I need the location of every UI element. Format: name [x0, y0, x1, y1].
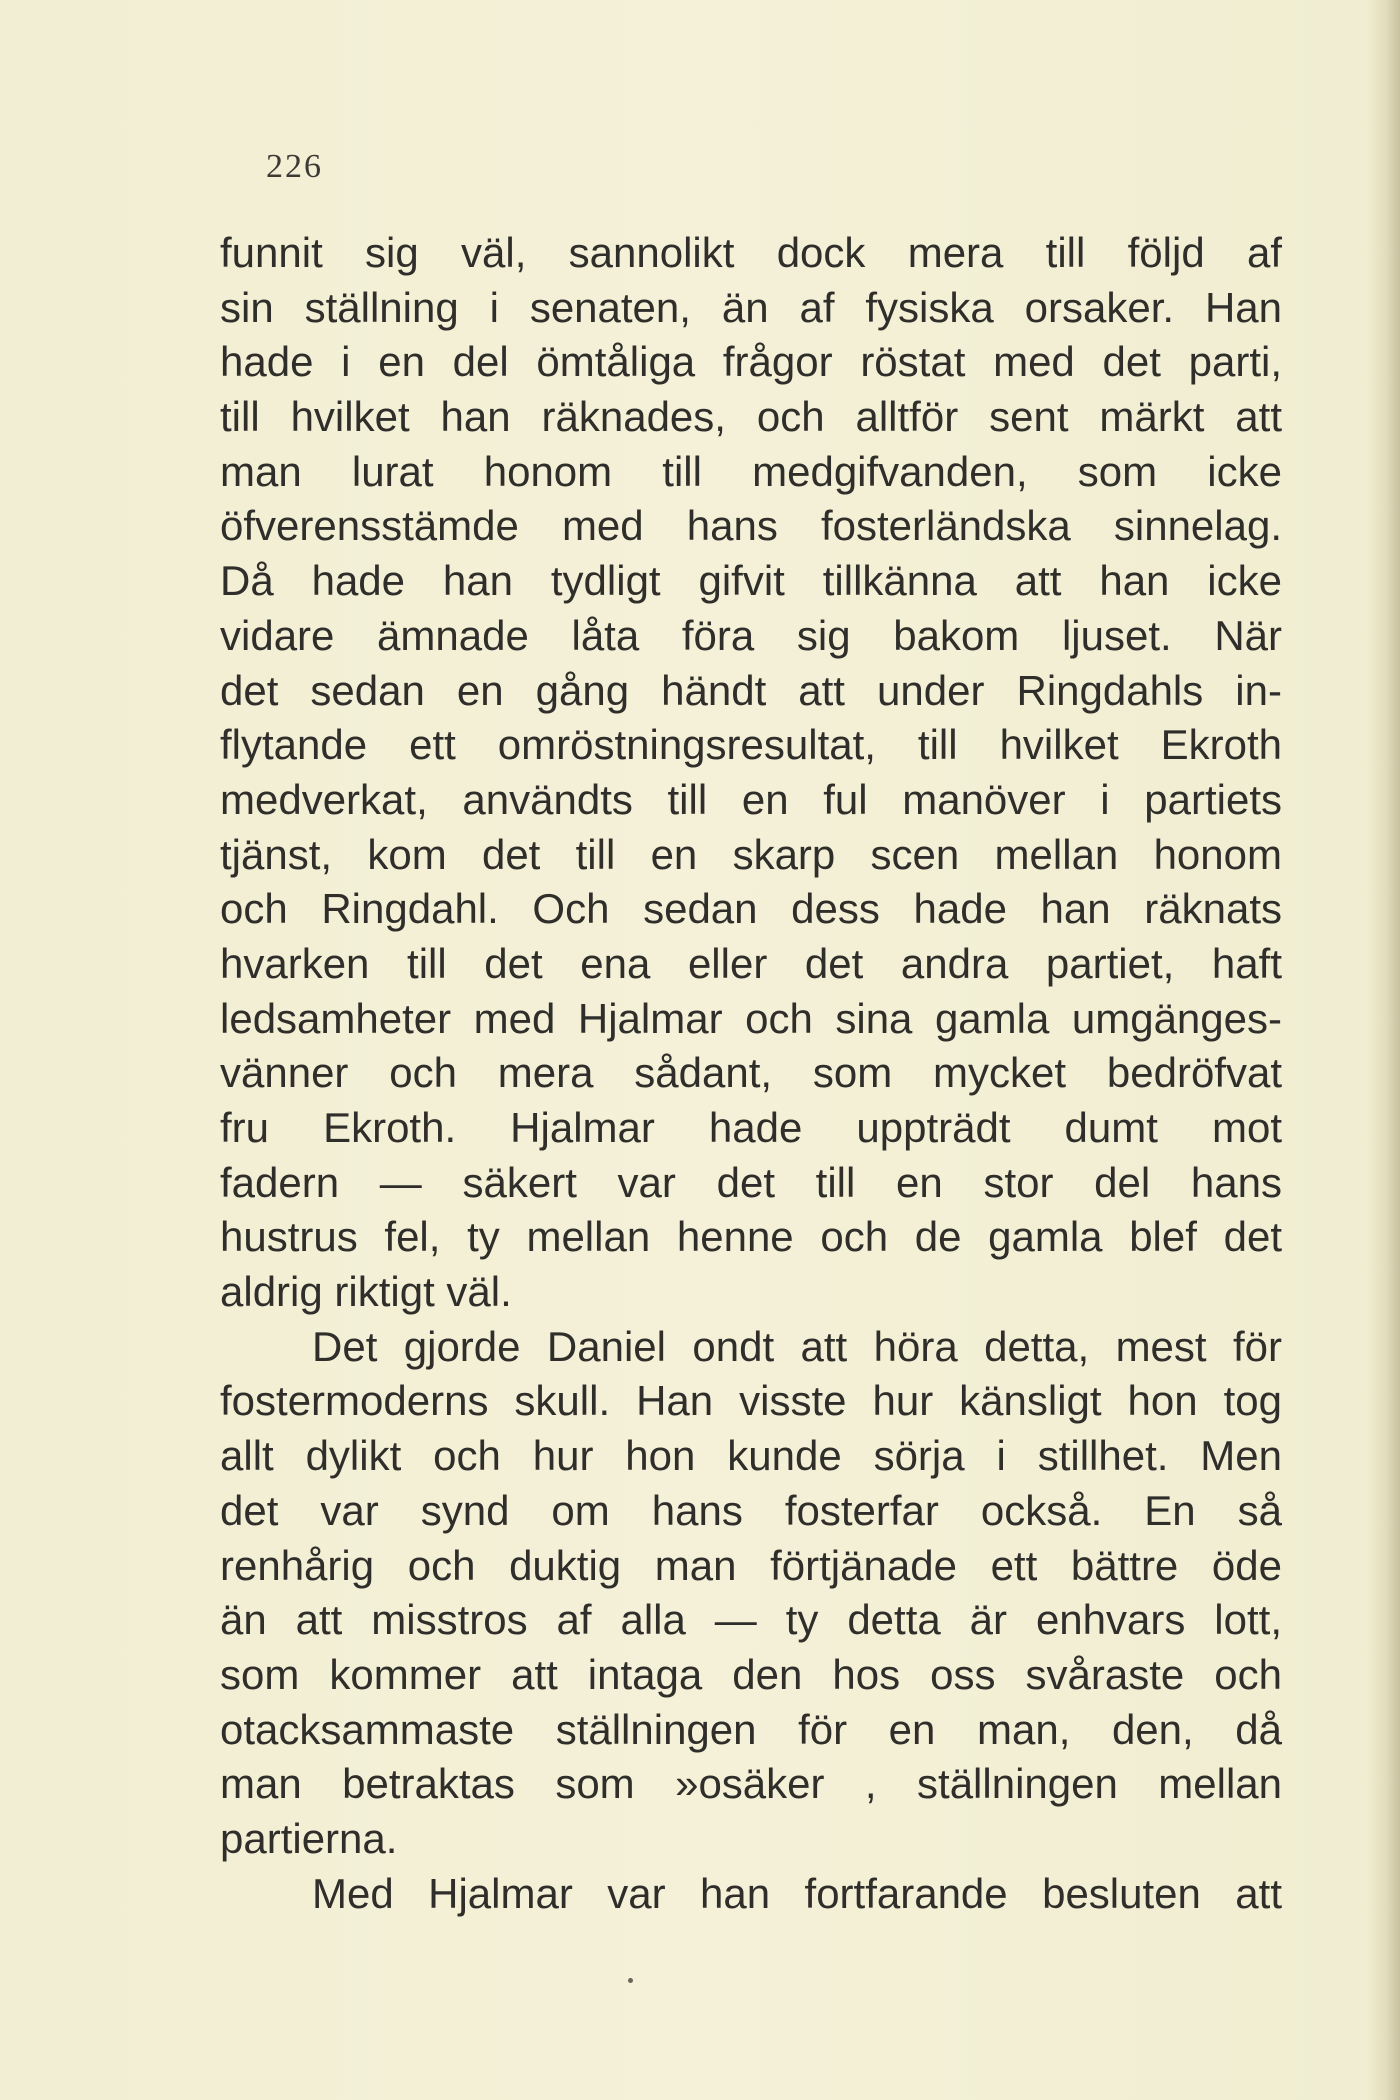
ink-speck — [628, 1978, 633, 1983]
text-line: hade i en del ömtåliga frågor röstat med det parti, — [220, 338, 1282, 386]
text-line: öfverensstämde med hans fosterländska sinnelag. — [220, 502, 1282, 550]
text-line: flytande ett omröstningsresultat, till hvilket Ekroth — [220, 721, 1282, 769]
text-line: Med Hjalmar var han fortfarande besluten att — [312, 1869, 1282, 1917]
text-line: som kommer att intaga den hos oss svåraste och — [220, 1650, 1282, 1698]
text-line: vidare ämnade låta föra sig bakom ljuset. När — [220, 611, 1282, 659]
text-line: hustrus fel, ty mellan henne och de gamla blef det — [220, 1213, 1282, 1261]
text-line: man betraktas som »osäker , ställningen mellan — [220, 1760, 1282, 1808]
text-line: ledsamheter med Hjalmar och sina gamla umgänges- — [220, 994, 1282, 1042]
text-line: renhårig och duktig man förtjänade ett bättre öde — [220, 1541, 1282, 1589]
text-line: än att misstros af alla — ty detta är enhvars lott, — [220, 1596, 1282, 1644]
text-line: vänner och mera sådant, som mycket bedröfvat — [220, 1049, 1282, 1097]
text-line: Då hade han tydligt gifvit tillkänna att han icke — [220, 557, 1282, 605]
text-line: medverkat, användts till en ful manöver i partiets — [220, 775, 1282, 823]
text-line: aldrig riktigt väl. — [220, 1268, 512, 1316]
body-text — [220, 226, 1282, 1921]
text-line: fadern — säkert var det till en stor del hans — [220, 1158, 1282, 1206]
text-line: hvarken till det ena eller det andra partiet, haft — [220, 939, 1282, 987]
text-line: funnit sig väl, sannolikt dock mera till följd af — [220, 229, 1282, 276]
page-edge-shadow — [1366, 0, 1400, 2100]
text-line: till hvilket han räknades, och alltför sent märkt att — [220, 393, 1282, 441]
text-line: det var synd om hans fosterfar också. En så — [220, 1486, 1282, 1534]
text-line: det sedan en gång händt att under Ringdahls in- — [220, 666, 1282, 714]
text-line: otacksammaste ställningen för en man, den, då — [220, 1705, 1282, 1753]
text-line: Det gjorde Daniel ondt att höra detta, mest för — [312, 1322, 1282, 1370]
text-line: fostermoderns skull. Han visste hur känsligt hon tog — [220, 1377, 1282, 1425]
page-number: 226 — [266, 148, 323, 185]
text-line: och Ringdahl. Och sedan dess hade han räknats — [220, 885, 1282, 933]
text-line: sin ställning i senaten, än af fysiska orsaker. Han — [220, 283, 1282, 331]
text-line: man lurat honom till medgifvanden, som icke — [220, 447, 1282, 495]
text-line: fru Ekroth. Hjalmar hade uppträdt dumt mot — [220, 1104, 1282, 1151]
text-line: allt dylikt och hur hon kunde sörja i stillhet. Men — [220, 1432, 1282, 1480]
text-line: partierna. — [220, 1814, 398, 1862]
text-line: tjänst, kom det till en skarp scen mellan honom — [220, 830, 1282, 878]
